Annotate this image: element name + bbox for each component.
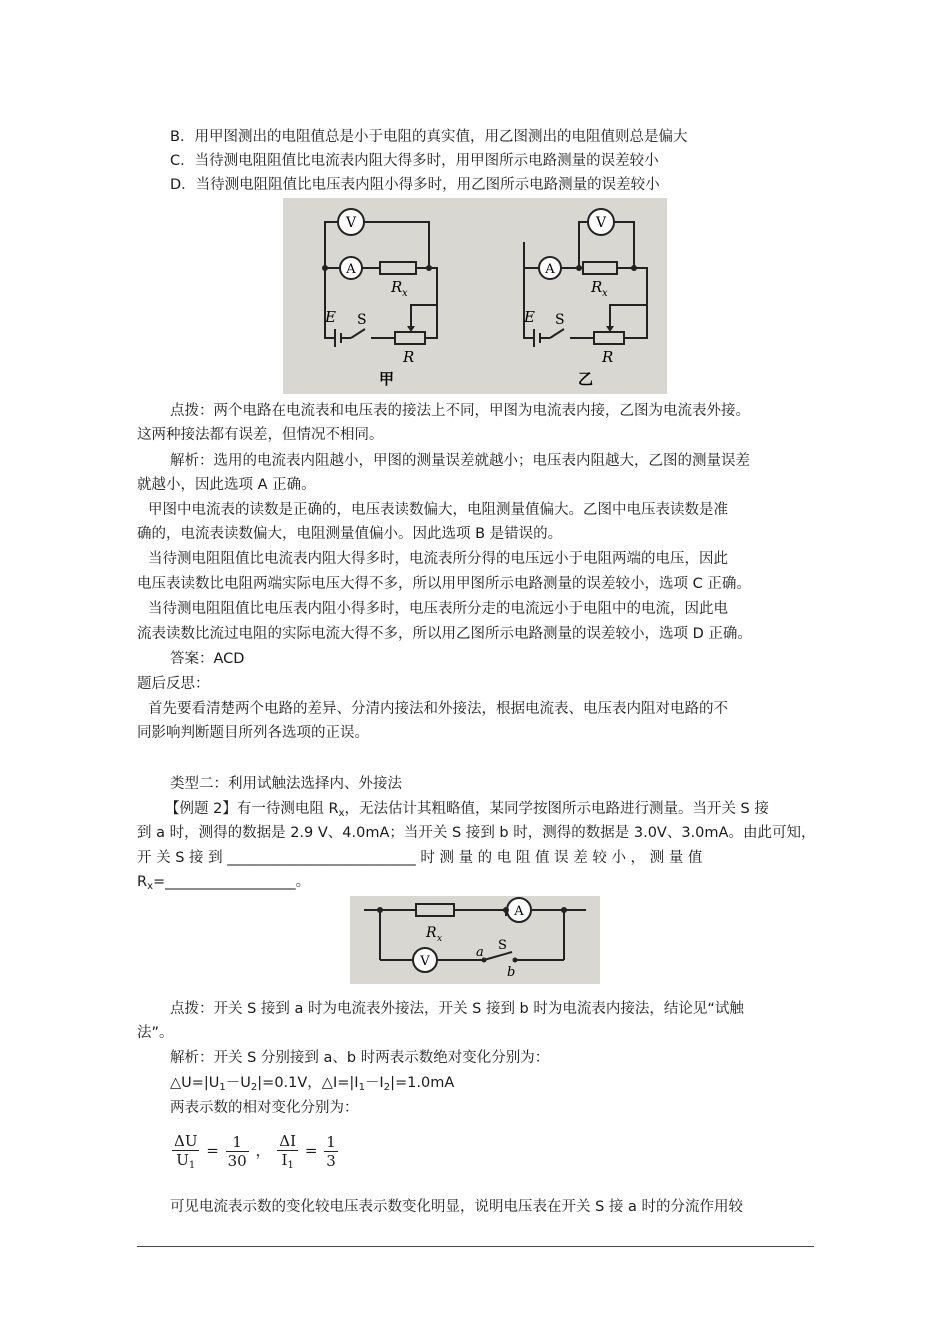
option-b: B．用甲图测出的电阻值总是小于电阻的真实值，用乙图测出的电阻值则总是偏大 <box>170 129 688 145</box>
analysis-line-2: 就越小，因此选项 A 正确。 <box>137 477 316 493</box>
terminal-b-label: b <box>507 965 516 980</box>
circuit-diagram-1 <box>283 198 667 394</box>
relative-change-line: 两表示数的相对变化分别为： <box>170 1100 359 1116</box>
reflection-line-1: 首先要看清楚两个电路的差异、分清内接法和外接法，根据电流表、电压表内阻对电路的不 <box>148 701 728 717</box>
option-c: C．当待测电阻阻值比电流表内阻大得多时，用甲图所示电路测量的误差较小 <box>170 153 659 169</box>
relative-change-formula: $\frac{\Delta U}{U_1}$ = $\frac{1}{30}$ ， $\frac{\Delta I}{I_1}$ = $\frac{1}{3}$ <box>174 1132 336 1171</box>
option-d: D．当待测电阻阻值比电压表内阻小得多时，用乙图所示电路测量的误差较小 <box>170 177 660 193</box>
hint2-line-2: 法”。 <box>137 1025 174 1041</box>
fraction-di-i1: $\frac{\Delta I}{I_1}$ <box>279 1132 297 1171</box>
example-line-1: 【例题 2】有一待测电阻 $R_x$，无法估计其粗略值，某同学按图所示电路进行测量。当开关 S 接 <box>165 801 769 819</box>
reflection-line-2: 同影响判断题目所列各选项的正误。 <box>137 725 369 741</box>
voltmeter-label-left: V <box>345 215 357 231</box>
example-line-4: $R_x=\_\_\_\_\_\_\_\_\_\_\_\_\_\_\_\_\_\_$。 <box>137 874 311 892</box>
formula-line: $\triangle U=|U_1-U_2|=0.1V$，$\triangle I=|I_1-I_2|=1.0mA$ <box>170 1075 455 1093</box>
fraction-1-30: $\frac{1}{30}$ <box>227 1133 247 1170</box>
rx-label-right: R <box>591 278 603 296</box>
switch-label: S <box>498 938 507 953</box>
voltmeter-label: V <box>420 954 430 969</box>
switch-label-left: S <box>357 312 367 328</box>
rx-sub-right: x <box>602 288 608 299</box>
circuit-diagram-2 <box>350 896 600 984</box>
fraction-1-3: $\frac{1}{3}$ <box>326 1133 336 1170</box>
rx-label: R <box>426 925 437 941</box>
fraction-du-u1: $\frac{\Delta U}{U_1}$ <box>174 1132 198 1171</box>
paragraph-b-1: 甲图中电流表的读数是正确的，电压表读数偏大，电阻测量值偏大。乙图中电压表读数是准 <box>148 502 728 518</box>
caption-yi: 乙 <box>578 370 594 388</box>
section-heading: 类型二：利用试触法选择内、外接法 <box>170 776 402 792</box>
rx-sub: x <box>437 934 443 944</box>
hint-line-1: 点拨：两个电路在电流表和电压表的接法上不同，甲图为电流表内接，乙图为电流表外接。 <box>170 403 750 419</box>
conclusion-line: 可见电流表示数的变化较电压表示数变化明显，说明电压表在开关 S 接 a 时的分流作用较 <box>170 1199 744 1215</box>
caption-jia: 甲 <box>379 370 395 388</box>
paragraph-d-2: 流表读数比流过电阻的实际电流大得不多，所以用乙图所示电路测量的误差较小，选项 D 正确。 <box>137 626 752 642</box>
analysis-line-1: 解析：选用的电流表内阻越小，甲图的测量误差就越小；电压表内阻越大，乙图的测量误差 <box>170 453 750 469</box>
emf-label-right: E <box>524 308 535 326</box>
footer-rule <box>137 1246 814 1247</box>
example-line-2: 到 a 时，测得的数据是 2.9 V、4.0mA；当开关 S 接到 b 时，测得的数据是 3.0V、3.0mA。由此可知， <box>137 825 816 841</box>
rx-label-left: R <box>391 278 403 296</box>
terminal-a-label: a <box>476 945 484 960</box>
circuit-figure-2 <box>350 896 600 984</box>
example-line-3: 开 关 S 接 到 __________________________ 时 测 量 的 电 阻 值 误 差 较 小 ， 测 量 值 <box>137 850 703 866</box>
circuit-figure-1 <box>283 198 667 394</box>
switch-label-right: S <box>555 312 565 328</box>
hint-line-2: 这两种接法都有误差，但情况不相同。 <box>137 427 384 443</box>
ammeter-label-right: A <box>545 262 555 277</box>
ammeter-label-left: A <box>346 262 356 277</box>
paragraph-c-1: 当待测电阻阻值比电流表内阻大得多时，电流表所分得的电压远小于电阻两端的电压，因此 <box>148 551 728 567</box>
rheostat-label-right: R <box>602 348 614 366</box>
emf-label-left: E <box>325 308 336 326</box>
paragraph-c-2: 电压表读数比电阻两端实际电压大得不多，所以用甲图所示电路测量的误差较小，选项 C 正确。 <box>137 576 751 592</box>
voltmeter-label-right: V <box>595 215 607 231</box>
paragraph-b-2: 确的，电流表读数偏大，电阻测量值偏小。因此选项 B 是错误的。 <box>137 526 563 542</box>
analysis2-line: 解析：开关 S 分别接到 a、b 时两表示数绝对变化分别为： <box>170 1050 550 1066</box>
rheostat-label-left: R <box>403 348 415 366</box>
reflection-title: 题后反思： <box>137 676 210 692</box>
paragraph-d-1: 当待测电阻阻值比电压表内阻小得多时，电压表所分走的电流远小于电阻中的电流，因此电 <box>148 601 728 617</box>
hint2-line-1: 点拨：开关 S 接到 a 时为电流表外接法，开关 S 接到 b 时为电流表内接法，结论见“试触 <box>170 1001 744 1017</box>
ammeter-label: A <box>514 904 524 919</box>
rx-sub-left: x <box>402 288 408 299</box>
answer-line: 答案：ACD <box>170 651 245 667</box>
